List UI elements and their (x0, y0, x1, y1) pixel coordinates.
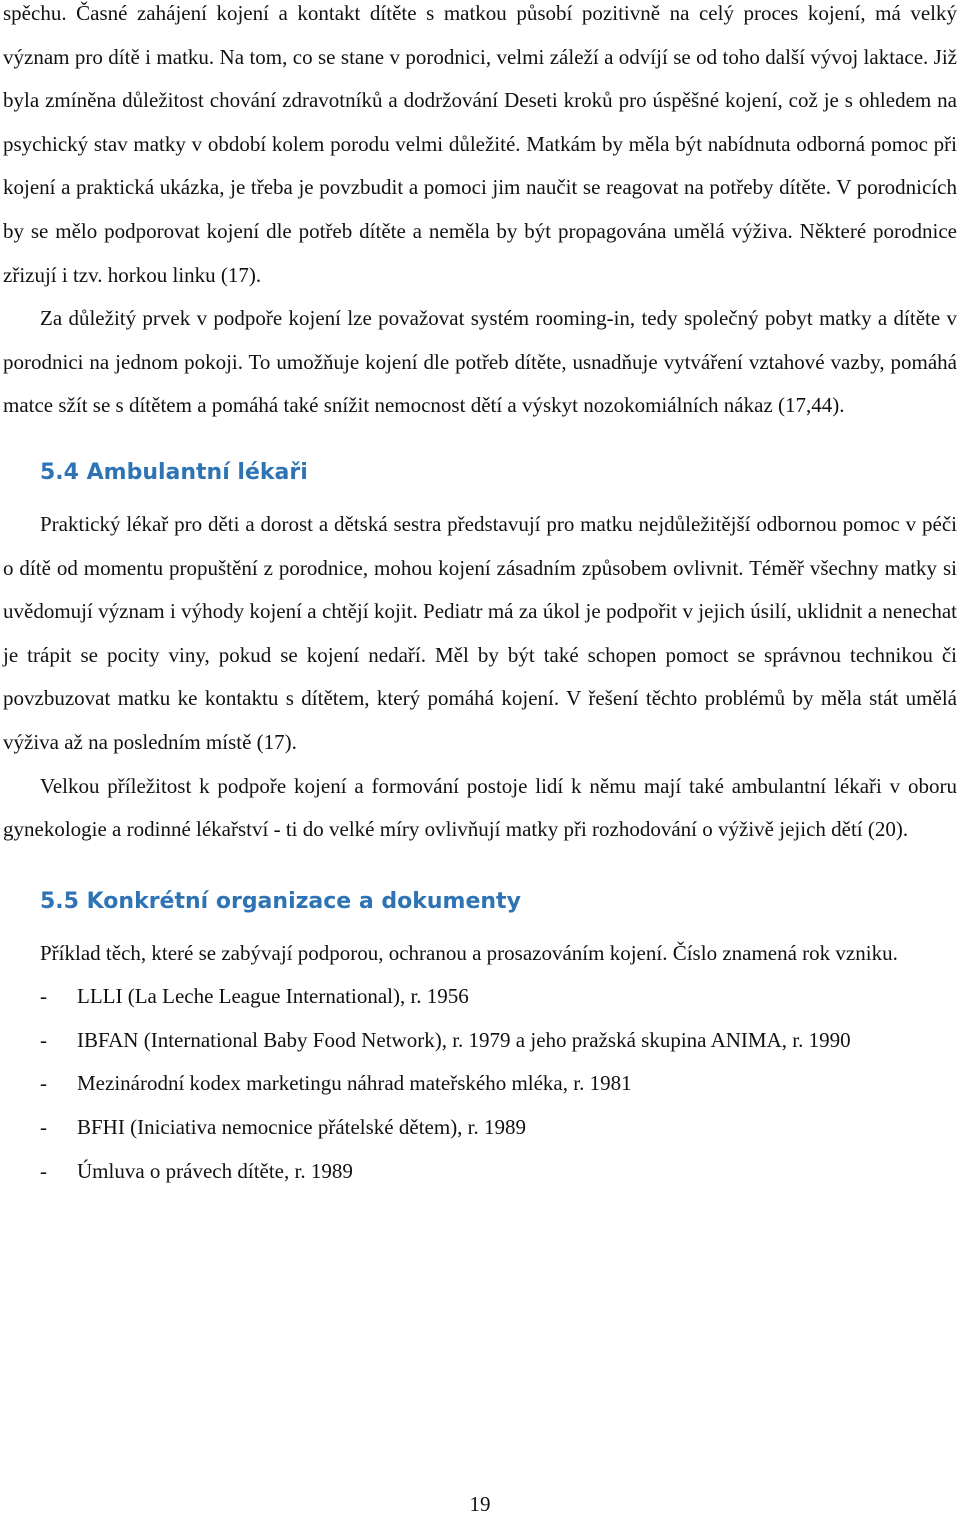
list-item-text: IBFAN (International Baby Food Network), r. 1979 a jeho pražská skupina ANIMA, r. 1990 (77, 1027, 851, 1052)
paragraph-breastfeeding-maternity: spěchu. Časné zahájení kojení a kontakt dítěte s matkou působí pozitivně na celý proces kojení, má velký význam pro dítě i matku. Na tom, co se stane v porodnici, velmi záleží a odvíjí se od toho další vývoj laktace. Již byla zmíněna důležitost chování zdravotníků a dodržování Deseti kroků pro úspěšné kojení, což je s ohledem na psychický stav matky v období kolem porodu velmi důležité. Matkám by měla být nabídnuta odborná pomoc při kojení a praktická ukázka, je třeba je povzbudit a pomoci jim naučit se reagovat na potřeby dítěte. V porodnicích by se mělo podporovat kojení dle potřeb dítěte a neměla by být propagována umělá výživa. Některé porodnice zřizují i tzv. horkou linku (17). (3, 1, 957, 287)
list-item (3, 1106, 957, 1150)
paragraph-pediatrician: Praktický lékař pro děti a dorost a dětská sestra představují pro matku nejdůležitější odbornou pomoc v péči o dítě od momentu propuštění z porodnice, mohou kojení zásadním způsobem ovlivnit. Téměř všechny matky si uvědomují význam i výhody kojení a chtějí kojit. Pediatr má za úkol je podpořit v jejich úsilí, uklidnit a nenechat je trápit se pocity viny, pokud se kojení nedaří. Měl by být také schopen pomoct se správnou technikou či povzbuzovat matku ke kontaktu s dítětem, který pomáhá kojení. V řešení těchto problémů by měla stát umělá výživa až na posledním místě (17). (3, 511, 957, 754)
list-item (3, 1019, 957, 1063)
section-heading-ambulatory-doctors: 5.4 Ambulantní lékaři (40, 459, 308, 485)
section-heading-organizations: 5.5 Konkrétní organizace a dokumenty (40, 888, 521, 914)
list-dash: - (40, 1027, 47, 1052)
organizations-list (3, 975, 957, 1193)
list-dash: - (40, 1071, 47, 1096)
list-item-text: Úmluva o právech dítěte, r. 1989 (77, 1158, 353, 1183)
paragraph-rooming-in: Za důležitý prvek v podpoře kojení lze považovat systém rooming-in, tedy společný pobyt matky a dítěte v porodnici na jednom pokoji. To umožňuje kojení dle potřeb dítěte, usnadňuje vytváření vztahové vazby, pomáhá matce sžít se s dítětem a pomáhá také snížit nemocnost dětí a výskyt nozokomiálních nákaz (17,44). (3, 306, 957, 418)
list-item-text: LLLI (La Leche League International), r. 1956 (77, 984, 469, 1009)
list-dash: - (40, 984, 47, 1009)
list-dash: - (40, 1115, 47, 1140)
page-number: 19 (469, 1492, 491, 1516)
list-dash: - (40, 1158, 47, 1183)
list-item-text: BFHI (Iniciativa nemocnice přátelské dětem), r. 1989 (77, 1115, 527, 1140)
paragraph-gynecology: Velkou příležitost k podpoře kojení a formování postoje lidí k němu mají také ambulantní lékaři v oboru gynekologie a rodinné lékařství - ti do velké míry ovlivňují matky při rozhodování o výživě jejich dětí (20). (3, 773, 957, 842)
list-item (3, 1150, 957, 1194)
list-item (3, 975, 957, 1019)
list-item-text: Mezinárodní kodex marketingu náhrad mateřského mléka, r. 1981 (77, 1071, 632, 1096)
list-item (3, 1062, 957, 1106)
paragraph-organizations-intro: Příklad těch, které se zabývají podporou, ochranou a prosazováním kojení. Číslo znamená rok vzniku. (40, 940, 898, 965)
